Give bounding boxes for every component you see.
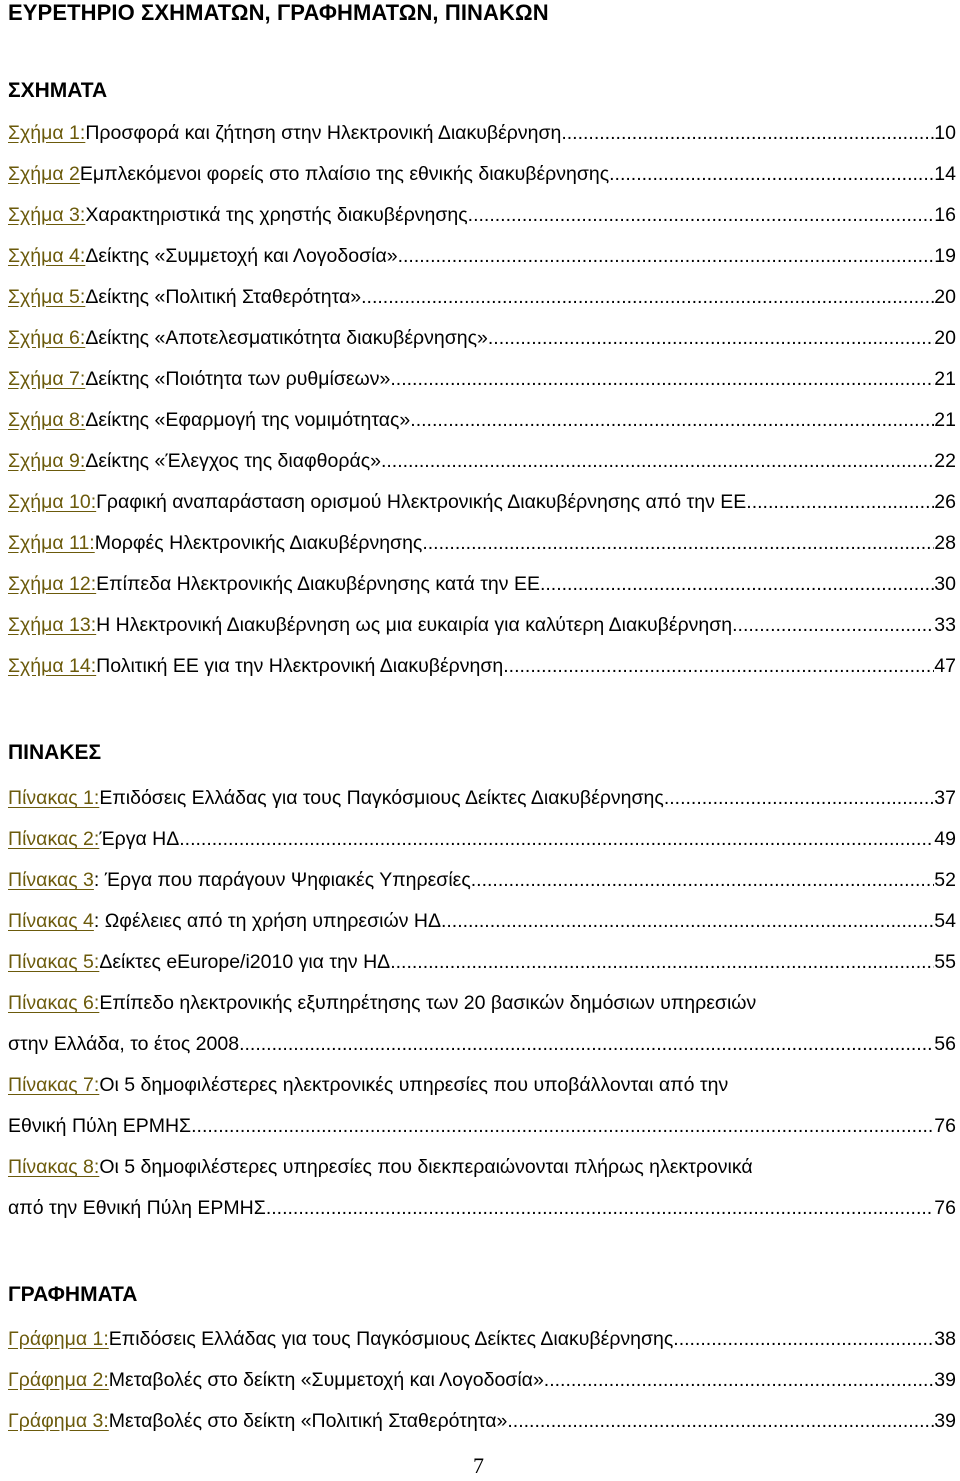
entry-title: Μεταβολές στο δείκτη «Συμμετοχή και Λογοδοσία» — [108, 1369, 544, 1391]
figure-link[interactable]: Σχήμα 6: — [8, 327, 86, 349]
dot-leader — [266, 1193, 934, 1223]
entry-title: Δείκτης «Εφαρμογή της νομιμότητας» — [85, 409, 411, 431]
toc-entry — [8, 1406, 956, 1436]
entry-title: Δείκτης «Έλεγχος της διαφθοράς» — [85, 450, 381, 472]
toc-entry — [8, 487, 956, 517]
table-link[interactable]: Πίνακας 6: — [8, 992, 100, 1014]
toc-entry — [8, 1070, 956, 1100]
page-ref: 20 — [934, 286, 956, 308]
dot-leader — [664, 783, 934, 813]
page-ref: 28 — [934, 532, 956, 554]
toc-entry — [8, 1152, 956, 1182]
dot-leader — [381, 446, 934, 476]
table-link[interactable]: Πίνακας 2: — [8, 828, 100, 850]
figures-heading: ΣΧΗΜΑΤΑ — [8, 79, 108, 102]
figure-link[interactable]: Σχήμα 14: — [8, 655, 97, 677]
toc-entry — [8, 364, 956, 394]
dot-leader — [398, 241, 935, 271]
figure-link[interactable]: Σχήμα 5: — [8, 286, 86, 308]
dot-leader — [488, 323, 934, 353]
entry-title: : Ωφέλειες από τη χρήση υπηρεσιών ΗΔ — [93, 910, 441, 932]
toc-entry — [8, 610, 956, 640]
entry-title: Μορφές Ηλεκτρονικής Διακυβέρνησης — [94, 532, 423, 554]
page-ref: 76 — [934, 1197, 956, 1219]
figure-link[interactable]: Σχήμα 13: — [8, 614, 97, 636]
toc-entry — [8, 118, 956, 148]
page-ref: 20 — [934, 327, 956, 349]
page-ref: 56 — [934, 1033, 956, 1055]
table-link[interactable]: Πίνακας 8: — [8, 1156, 100, 1178]
dot-leader — [468, 200, 935, 230]
entry-title: Έργα ΗΔ — [99, 828, 180, 850]
entry-title: Δείκτης «Αποτελεσματικότητα διακυβέρνησης» — [85, 327, 488, 349]
entry-title: Δείκτης «Ποιότητα των ρυθμίσεων» — [85, 368, 391, 390]
chart-link[interactable]: Γράφημα 2: — [8, 1369, 109, 1391]
page-ref: 39 — [934, 1369, 956, 1391]
figure-link[interactable]: Σχήμα 2 — [8, 163, 80, 185]
page-ref: 30 — [934, 573, 956, 595]
entry-title: : Έργα που παράγουν Ψηφιακές Υπηρεσίες — [93, 869, 471, 891]
entry-title: Προσφορά και ζήτηση στην Ηλεκτρονική Διακυβέρνηση — [85, 122, 562, 144]
figure-link[interactable]: Σχήμα 9: — [8, 450, 86, 472]
page-ref: 47 — [934, 655, 956, 677]
dot-leader — [390, 947, 934, 977]
toc-entry — [8, 405, 956, 435]
page-title: ΕΥΡΕΤΗΡΙΟ ΣΧΗΜΑΤΩΝ, ΓΡΑΦΗΜΑΤΩΝ, ΠΙΝΑΚΩΝ — [8, 0, 549, 25]
toc-entry — [8, 824, 956, 854]
figure-link[interactable]: Σχήμα 10: — [8, 491, 97, 513]
figure-link[interactable]: Σχήμα 3: — [8, 204, 86, 226]
entry-title-continuation: στην Ελλάδα, το έτος 2008 — [8, 1033, 240, 1055]
page-ref: 22 — [934, 450, 956, 472]
entry-title-continuation: Εθνική Πύλη ΕΡΜΗΣ — [8, 1115, 192, 1137]
toc-entry — [8, 651, 956, 681]
figure-link[interactable]: Σχήμα 7: — [8, 368, 86, 390]
figure-link[interactable]: Σχήμα 1: — [8, 122, 86, 144]
dot-leader — [191, 1111, 934, 1141]
dot-leader — [561, 118, 934, 148]
page-ref: 76 — [934, 1115, 956, 1137]
figure-link[interactable]: Σχήμα 8: — [8, 409, 86, 431]
entry-title: Δείκτης «Συμμετοχή και Λογοδοσία» — [85, 245, 398, 267]
toc-entry — [8, 569, 956, 599]
dot-leader — [609, 159, 934, 189]
page-ref: 52 — [934, 869, 956, 891]
page-ref: 49 — [934, 828, 956, 850]
page-ref: 16 — [934, 204, 956, 226]
page-ref: 33 — [934, 614, 956, 636]
dot-leader — [503, 651, 934, 681]
table-link[interactable]: Πίνακας 4 — [8, 910, 94, 932]
dot-leader — [732, 610, 934, 640]
page-ref: 26 — [934, 491, 956, 513]
toc-entry — [8, 446, 956, 476]
entry-title: Μεταβολές στο δείκτη «Πολιτική Σταθερότητα» — [108, 1410, 508, 1432]
dot-leader — [390, 364, 934, 394]
page-ref: 21 — [934, 368, 956, 390]
dot-leader — [544, 1365, 935, 1395]
entry-title: Εμπλεκόμενοι φορείς στο πλαίσιο της εθνικής διακυβέρνησης — [79, 163, 610, 185]
entry-title: Επιδόσεις Ελλάδας για τους Παγκόσμιους Δείκτες Διακυβέρνησης — [108, 1328, 674, 1350]
toc-entry — [8, 159, 956, 189]
dot-leader — [471, 865, 935, 895]
toc-entry — [8, 1365, 956, 1395]
page-ref: 19 — [934, 245, 956, 267]
dot-leader — [673, 1324, 934, 1354]
figure-link[interactable]: Σχήμα 11: — [8, 532, 95, 554]
dot-leader — [422, 528, 934, 558]
tables-heading: ΠΙΝΑΚΕΣ — [8, 741, 102, 764]
entry-title: Δείκτες eEurope/i2010 για την ΗΔ — [99, 951, 391, 973]
table-link[interactable]: Πίνακας 3 — [8, 869, 94, 891]
table-link[interactable]: Πίνακας 7: — [8, 1074, 100, 1096]
entry-title: Η Ηλεκτρονική Διακυβέρνηση ως μια ευκαιρία για καλύτερη Διακυβέρνηση — [96, 614, 733, 636]
entry-title: Επιδόσεις Ελλάδας για τους Παγκόσμιους Δείκτες Διακυβέρνησης — [99, 787, 664, 809]
figure-link[interactable]: Σχήμα 4: — [8, 245, 86, 267]
page-ref: 54 — [934, 910, 956, 932]
toc-entry — [8, 1324, 956, 1354]
toc-entry — [8, 241, 956, 271]
entry-title: Επίπεδα Ηλεκτρονικής Διακυβέρνησης κατά την ΕΕ — [96, 573, 540, 595]
toc-entry-continuation — [8, 1111, 956, 1141]
dot-leader — [239, 1029, 934, 1059]
page-ref: 37 — [934, 787, 956, 809]
table-link[interactable]: Πίνακας 1: — [8, 787, 100, 809]
page-ref: 14 — [934, 163, 956, 185]
dot-leader — [361, 282, 934, 312]
page-ref: 38 — [934, 1328, 956, 1350]
table-link[interactable]: Πίνακας 5: — [8, 951, 100, 973]
toc-entry — [8, 282, 956, 312]
entry-title: Επίπεδο ηλεκτρονικής εξυπηρέτησης των 20 βασικών δημόσιων υπηρεσιών — [99, 992, 757, 1014]
toc-entry — [8, 200, 956, 230]
toc-entry — [8, 906, 956, 936]
page-number: 7 — [473, 1453, 484, 1478]
dot-leader — [746, 487, 934, 517]
entry-title: Γραφική αναπαράσταση ορισμού Ηλεκτρονικής Διακυβέρνησης από την ΕΕ — [96, 491, 747, 513]
chart-link[interactable]: Γράφημα 3: — [8, 1410, 109, 1432]
page-ref: 10 — [934, 122, 956, 144]
page-ref: 39 — [934, 1410, 956, 1432]
dot-leader — [179, 824, 934, 854]
toc-entry — [8, 323, 956, 353]
page-ref: 55 — [934, 951, 956, 973]
dot-leader — [507, 1406, 934, 1436]
entry-title: Οι 5 δημοφιλέστερες ηλεκτρονικές υπηρεσίες που υποβάλλονται από την — [99, 1074, 729, 1096]
toc-entry — [8, 947, 956, 977]
toc-entry — [8, 528, 956, 558]
dot-leader — [410, 405, 934, 435]
entry-title: Χαρακτηριστικά της χρηστής διακυβέρνησης — [85, 204, 468, 226]
toc-entry-continuation — [8, 1029, 956, 1059]
chart-link[interactable]: Γράφημα 1: — [8, 1328, 109, 1350]
toc-entry — [8, 783, 956, 813]
entry-title-continuation: από την Εθνική Πύλη ΕΡΜΗΣ — [8, 1197, 266, 1219]
entry-title: Δείκτης «Πολιτική Σταθερότητα» — [85, 286, 362, 308]
entry-title: Οι 5 δημοφιλέστερες υπηρεσίες που διεκπεραιώνονται πλήρως ηλεκτρονικά — [99, 1156, 753, 1178]
figure-link[interactable]: Σχήμα 12: — [8, 573, 97, 595]
dot-leader — [540, 569, 934, 599]
toc-entry-continuation — [8, 1193, 956, 1223]
toc-entry — [8, 988, 956, 1018]
toc-entry — [8, 865, 956, 895]
dot-leader — [441, 906, 934, 936]
entry-title: Πολιτική ΕΕ για την Ηλεκτρονική Διακυβέρνηση — [96, 655, 504, 677]
page-ref: 21 — [934, 409, 956, 431]
charts-heading: ΓΡΑΦΗΜΑΤΑ — [8, 1283, 138, 1306]
